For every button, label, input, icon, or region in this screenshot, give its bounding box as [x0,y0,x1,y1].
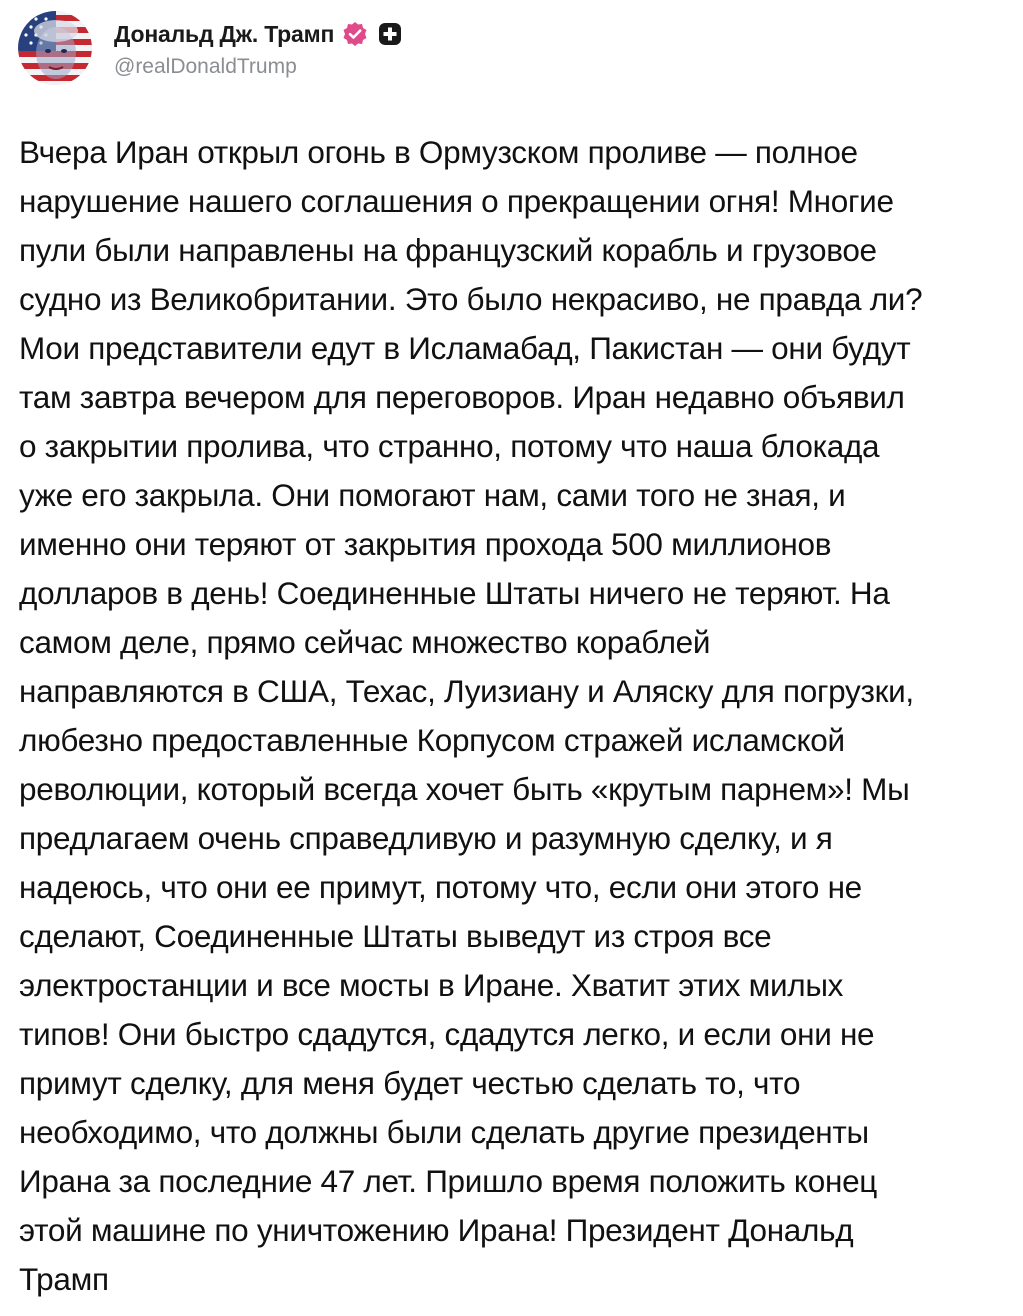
author-handle[interactable]: @realDonaldTrump [114,55,297,78]
post-text-line: нарушение нашего соглашения о прекращении огня! Многие [19,183,894,219]
post-text-line: любезно предоставленные Корпусом стражей исламской [19,722,845,758]
post-text-line: Трамп [19,1261,109,1297]
post-text-line: типов! Они быстро сдадутся, сдадутся легко, и если они не [19,1016,875,1052]
post-text-line: именно они теряют от закрытия прохода 500 миллионов [19,526,832,562]
post-text-line: Мои представители едут в Исламабад, Пакистан — они будут [19,330,911,366]
post-text-line: надеюсь, что они ее примут, потому что, если они этого не [19,869,862,905]
author-display-name[interactable]: Дональд Дж. Трамп [114,20,335,47]
post-text-line: революции, который всегда хочет быть «крутым парнем»! Мы [19,771,910,807]
avatar[interactable] [18,11,92,85]
post-text-line: Вчера Иран открыл огонь в Ормузском проливе — полное [19,134,858,170]
post-text-line: долларов в день! Соединенные Штаты ничего не теряют. На [19,575,890,611]
post-text-line: там завтра вечером для переговоров. Иран недавно объявил [19,379,905,415]
plus-badge-icon [378,22,402,46]
post-text-line: судно из Великобритании. Это было некрасиво, не правда ли? [19,281,923,317]
post-text-line: пули были направлены на французский корабль и грузовое [19,232,877,268]
post-text-line: направляются в США, Техас, Луизиану и Аляску для погрузки, [19,673,914,709]
post-text-line: уже его закрыла. Они помогают нам, сами того не зная, и [19,477,846,513]
post-text-line: сделают, Соединенные Штаты выведут из строя все [19,918,772,954]
post-text [19,128,1009,1304]
post-text-line: самом деле, прямо сейчас множество кораблей [19,624,711,660]
post-text-line: этой машине по уничтожению Ирана! Президент Дональд [19,1212,854,1248]
post-text-line: примут сделку, для меня будет честью сделать то, что [19,1065,801,1101]
post-text-line: электростанции и все мосты в Иране. Хватит этих милых [19,967,844,1003]
post-header [18,8,402,88]
post-text-line: Ирана за последние 47 лет. Пришло время положить конец [19,1163,878,1199]
post-text-line: предлагаем очень справедливую и разумную сделку, и я [19,820,833,856]
post-text-line: о закрытии пролива, что странно, потому что наша блокада [19,428,880,464]
verified-badge-icon [342,21,368,47]
author-meta [114,17,402,79]
post-text-line: необходимо, что должны были сделать другие президенты [19,1114,869,1150]
name-row [114,17,402,51]
american-flag-portrait-icon [18,11,92,85]
